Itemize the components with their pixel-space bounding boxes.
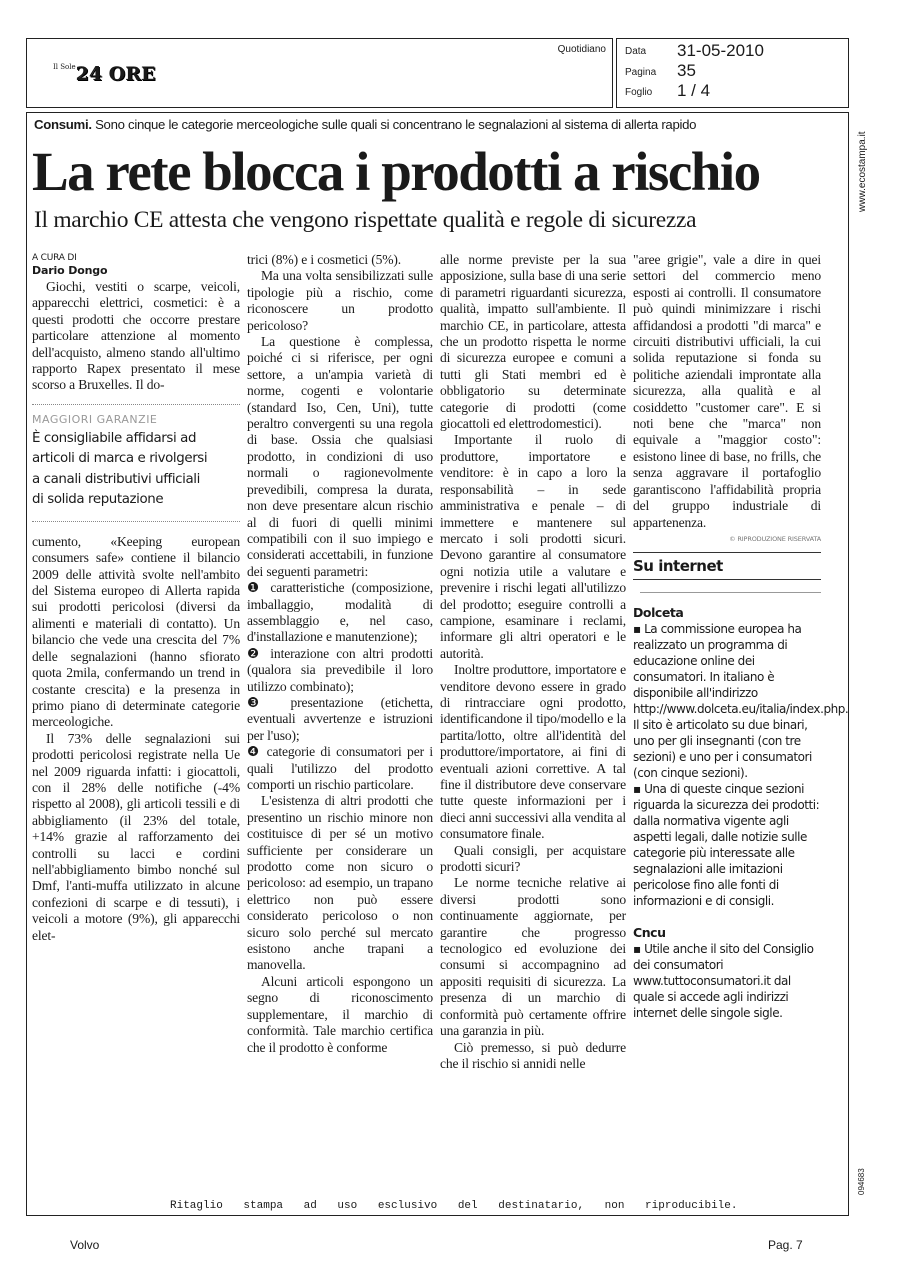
- list-item: ❹ categorie di consumatori per i quali l'utilizzo del prodotto comporti un rischio particolare.: [247, 744, 433, 792]
- paragraph: Ma una volta sensibilizzati sulle tipologie più a rischio, come riconoscere un prodotto pericoloso?: [247, 268, 433, 333]
- sidebar-quote: [32, 404, 240, 522]
- publication-type: Quotidiano: [557, 44, 606, 55]
- sidebar-label: MAGGIORI GARANZIE: [32, 412, 158, 426]
- doc-code: 094683: [857, 1168, 866, 1195]
- paragraph: Il 73% delle segnalazioni sui prodotti pericolosi registrate nella Ue nel 2009 riguarda infatti: i giocattoli, con il 28% delle notifiche (-4% rispetto al 2008), gli articoli tessili e di abbigliamento (il 23% del totale, +14% grazie al rafforzamento dei controlli su lacci e cordini nell'abbigliamento bimbo nonché sul Dmf, l'anti-muffa utilizzato in alcune confezioni di scarpe e di tessuti), i veicoli a motore (9%), gli apparecchi elet-: [32, 730, 240, 943]
- list-item: ❷ interazione con altri prodotti (qualora sia prevedibile il loro utilizzo combinato);: [247, 645, 433, 694]
- author: Dario Dongo: [32, 264, 108, 277]
- section-title-dolceta: Dolceta: [633, 604, 684, 620]
- internet-box: [633, 604, 849, 1021]
- side-url: www.ecostampa.it: [857, 131, 868, 212]
- paragraph: cumento, «Keeping european consumers safe» contiene il bilancio 2009 delle attività svolte nell'ambito del Sistema europeo di Allerta rapida sui prodotti pericolosi (diversi da alimenti e materiali di contatto). Un bilancio che vede una crescita del 7% delle segnalazioni (hanno sfiorato quota 2mila, confermando un trend in costante crescita) e la presenza in primo piano di determinate categorie merceologiche.: [32, 533, 240, 730]
- paragraph: Le norme tecniche relative ai diversi prodotti sono continuamente aggiornate, per garantire che progresso tecnologico ed evoluzione dei consumi si accompagnino ad appositi requisiti di sicurezza. La presenza di un marchio di conformità può certamente offrire una garanzia in più.: [440, 875, 626, 1039]
- sheet-value: 1 / 4: [677, 81, 711, 100]
- client-name: Volvo: [70, 1238, 100, 1252]
- paragraph: Ciò premesso, si può dedurre che il rischio si annidi nelle: [440, 1039, 626, 1071]
- subtitle: Il marchio CE attesta che vengono rispettate qualità e regole di sicurezza: [34, 207, 697, 233]
- paragraph: Quali consigli, per acquistare prodotti sicuri?: [440, 842, 626, 875]
- paragraph: "aree grigie", vale a dire in quei settori del commercio meno esposti ai controlli. Il consumatore può quindi minimizzare i rischi affidandosi a prodotti "di marca" e circuiti distributivi ufficiali, la cui solida reputazione si fonda su politiche aziendali improntate alla sicurezza, alla qualità e al cosiddetto "customer care". E si noti bene che "marca" non equivale a "maggior costo": esistono linee di base, no frills, che senza aggravare il portafoglio garantiscono l'affidabilità propria del gruppo industriale di appartenenza.: [633, 252, 821, 530]
- list-item: ▪ La commissione europea ha realizzato un programma di educazione online dei consumatori. In italiano è disponibile all'indirizzo http://www.dolceta.eu/italia/index.php. Il sito è articolato su due binari, uno per gli insegnanti (con tre sezioni) e uno per i consumatori (con cinque sezioni).: [633, 621, 849, 780]
- paragraph: L'esistenza di altri prodotti che presentino un rischio minore non costituisce di per sé un motivo sufficiente per considerare un prodotto come non sicuro o pericoloso: ad esempio, un trapano elettrico non può essere considerato pericoloso o non sicuro solo perché sul mercato esistono anche trapani a manovella.: [247, 793, 433, 973]
- paragraph: Giochi, vestiti o scarpe, veicoli, apparecchi elettrici, cosmetici: è a questi prodotti che occorre prestare particolare attenzione al momento dell'acquisto, almeno stando all'ultimo rapporto Rapex presentato il mese scorso a Bruxelles. Il do-: [32, 279, 240, 393]
- list-item: ▪ Utile anche il sito del Consiglio dei consumatori www.tuttoconsumatori.it dal quale si accede agli indirizzi internet delle singole sigle.: [633, 941, 814, 1020]
- column-2: [247, 252, 433, 1056]
- divider: [640, 592, 821, 593]
- newspaper-logo: $^{Il Sole}$24 ORE: [53, 63, 156, 85]
- list-item: ❸ presentazione (etichetta, eventuali avvertenze e istruzioni per l'uso);: [247, 694, 433, 743]
- sidebar-text: È consigliabile affidarsi ad articoli di marca e rivolgersi a canali distributivi ufficiali di solida reputazione: [32, 430, 208, 508]
- headline: La rete blocca i prodotti a rischio: [32, 141, 760, 202]
- paragraph: alle norme previste per la sua apposizione, sulla base di una serie di parametri riguardanti sicurezza, qualità, impatto sull'ambiente. Il marchio CE, in particolare, attesta che un prodotto rispetta le norme di sicurezza europee e comuni a tutti gli Stati membri ed è obbligatorio su determinate categorie di prodotti (come giocattoli ed elettrodomestici).: [440, 252, 626, 432]
- divider: [633, 579, 821, 580]
- divider: [633, 552, 821, 553]
- paragraph: Inoltre produttore, importatore e venditore devono essere in grado di rintracciare ogni prodotto, identificandone il tipo/modello e la partita/lotto, oltre all'identità del produttore/importatore, ai fini di eventuali azioni correttive. A tal fine il distributore deve conservare tutte queste informazioni per i dieci anni successivi alla vendita al consumatore finale.: [440, 662, 626, 842]
- column-3: [440, 252, 626, 1072]
- paragraph: Alcuni articoli espongono un segno di riconoscimento supplementare, il marchio di conformità. Tale marchio certifica che il prodotto è conforme: [247, 973, 433, 1055]
- page-value: 35: [677, 61, 696, 80]
- kicker: Consumi. Sono cinque le categorie merceologiche sulle quali si concentrano le segnalazioni al sistema di allerta rapido: [34, 117, 697, 132]
- meta-box: [616, 38, 849, 108]
- section-title-cncu: Cncu: [633, 924, 666, 940]
- masthead-box: [26, 38, 613, 108]
- date-label: Data: [625, 46, 647, 57]
- byline-label: A CURA DI: [32, 253, 77, 263]
- list-item: ❶ caratteristiche (composizione, imballaggio, modalità di assemblaggio e, nel caso, d'installazione e manutenzione);: [247, 580, 433, 645]
- paragraph: trici (8%) e i cosmetici (5%).: [247, 252, 402, 267]
- paragraph: Importante il ruolo di produttore, importatore e venditore: è in capo a loro la responsabilità – in sede amministrativa e penale – di immettere e mantenere sul mercato i soli prodotti sicuri. Devono garantire al consumatore ogni notizia utile a valutare e prevenire i rischi legati all'utilizzo del prodotto; eseguire controlli a campione, esaminare i reclami, informare gli altri operatori e le autorità.: [440, 432, 626, 661]
- copyright-notice: © RIPRODUZIONE RISERVATA: [729, 534, 821, 543]
- sheet-label: Foglio: [625, 87, 653, 98]
- page-label: Pagina: [625, 67, 657, 78]
- internet-box-title: Su internet: [633, 556, 723, 575]
- page-number: Pag. 7: [768, 1238, 803, 1252]
- list-item: ▪ Una di queste cinque sezioni riguarda la sicurezza dei prodotti: dalla normativa vigente agli aspetti legali, dalle notizie sulle categorie più interessate alle segnalazioni alle imitazioni pericolose fino alle fonti di informazioni e di consigli.: [633, 781, 820, 908]
- date-value: 31-05-2010: [677, 41, 764, 60]
- column-4: [633, 252, 849, 1021]
- column-1: [32, 252, 240, 944]
- paragraph: La questione è complessa, poiché ci si riferisce, per ogni settore, a un'ampia varietà di norme, cogenti e volontarie (standard Iso, Cen, Uni), tutte peraltro convergenti su una regola di base. Ossia che qualsiasi prodotto, in condizioni di uso normali o ragionevolmente prevedibili, compresa la durata, non deve presentare alcun rischio al di fuori di quelli minimi compatibili con il suo impiego e considerati accettabili, in funzione dei seguenti parametri:: [247, 334, 433, 579]
- clipping-notice: Ritaglio stampa ad uso esclusivo del destinatario, non riproducibile.: [170, 1200, 738, 1212]
